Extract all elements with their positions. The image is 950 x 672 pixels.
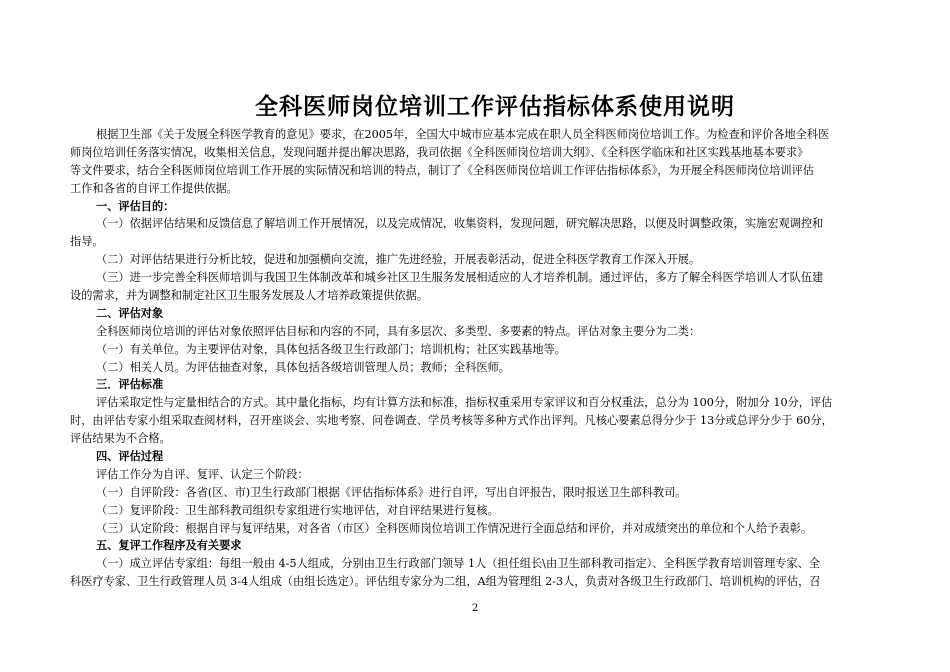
paragraph-line: （三）进一步完善全科医师培训与我国卫生体制改革和城乡社区卫生服务发展相适应的人才培养机制。通过评估，多方了解全科医学培训人才队伍建 [96,271,824,285]
paragraph-line: 师岗位培训任务落实情况，收集相关信息，发现问题并提出解决思路，我司依据《全科医师岗位培训大纲》、《全科医学临床和社区实践基地基本要求》 [70,145,809,159]
document-body [70,126,880,591]
paragraph-line: （二）对评估结果进行分析比较，促进和加强横向交流，推广先进经验，开展表彰活动，促进全科医学教育工作深入开展。 [96,253,701,267]
paragraph-line: 工作和各省的自评工作提供依据。 [70,181,238,195]
paragraph-line: 全科医师岗位培训的评估对象依照评估目标和内容的不同，具有多层次、多类型、多要素的特点。评估对象主要分为二类： [96,324,701,338]
paragraph-line: 根据卫生部《关于发展全科医学教育的意见》要求，在2005年，全国大中城市应基本完成在职人员全科医师岗位培训工作。为检查和评价各地全科医 [96,128,830,141]
section-heading-review-procedure: 五、复评工作程序及有关要求 [96,539,242,553]
paragraph-line: 评估结果为不合格。 [70,432,171,446]
section-heading-process: 四、评估过程 [96,450,164,464]
paragraph-line: （二）复评阶段：卫生部科教司组织专家组进行实地评估，对自评结果进行复核。 [96,503,499,517]
section-heading-standards: 三．评估标准 [96,378,164,392]
paragraph-line: （三）认定阶段：根据自评与复评结果，对各省（市区）全科医师岗位培训工作情况进行全面总结和评价，并对成绩突出的单位和个人给予表彰。 [96,521,813,535]
paragraph-line: 等文件要求，结合全科医师岗位培训工作开展的实际情况和培训的特点，制订了《全科医师岗位培训工作评估指标体系》，为开展全科医师岗位培训评估 [70,163,814,177]
paragraph-line: （二）相关人员。为评估抽查对象，具体包括各级培训管理人员；教师；全科医师。 [96,360,510,374]
page-number: 2 [471,603,479,614]
section-heading-purpose: 一、评估目的： [96,199,175,213]
paragraph-line: （一）有关单位。为主要评估对象，具体包括各级卫生行政部门；培训机构；社区实践基地等。 [96,342,566,356]
paragraph-line: 评估工作分为自评、复评、认定三个阶段： [96,467,309,481]
paragraph-line: （一）自评阶段：各省(区、市)卫生行政部门根据《评估指标体系》进行自评，写出自评报告，限时报送卫生部科教司。 [96,485,687,499]
paragraph-line: 指导。 [70,235,104,249]
paragraph-line: 时，由评估专家小组采取查阅材料，召开座谈会、实地考察、问卷调查、学员考核等多种方式作出评判。凡核心要素总得分少于 13分或总评分少于 60分， [70,414,833,428]
document-title: 全科医师岗位培训工作评估指标体系使用说明 [255,94,735,120]
section-heading-objects: 二、评估对象 [96,306,164,320]
paragraph-line: 科医疗专家、卫生行政管理人员 3-4人组成（由组长选定）。评估组专家分为二组，A组为管理组 2-3人，负责对各级卫生行政部门、培训机构的评估，召 [70,575,821,589]
paragraph-line: 评估采取定性与定量相结合的方式。其中量化指标，均有计算方法和标准，指标权重采用专家评议和百分权重法，总分为 100分，附加分 10分，评估 [96,396,833,410]
paragraph-line: （一）成立评估专家组：每组一般由 4-5人组成，分别由卫生行政部门领导 1人（担任组长\由卫生部科教司指定）、全科医学教育培训管理专家、全 [96,557,821,571]
paragraph-line: 设的需求，并为调整和制定社区卫生服务发展及人才培养政策提供依据。 [70,289,429,303]
paragraph-line: （一）依据评估结果和反馈信息了解培训工作开展情况，以及完成情况，收集资料，发现问题，研究解决思路，以便及时调整政策，实施宏观调控和 [96,217,824,231]
